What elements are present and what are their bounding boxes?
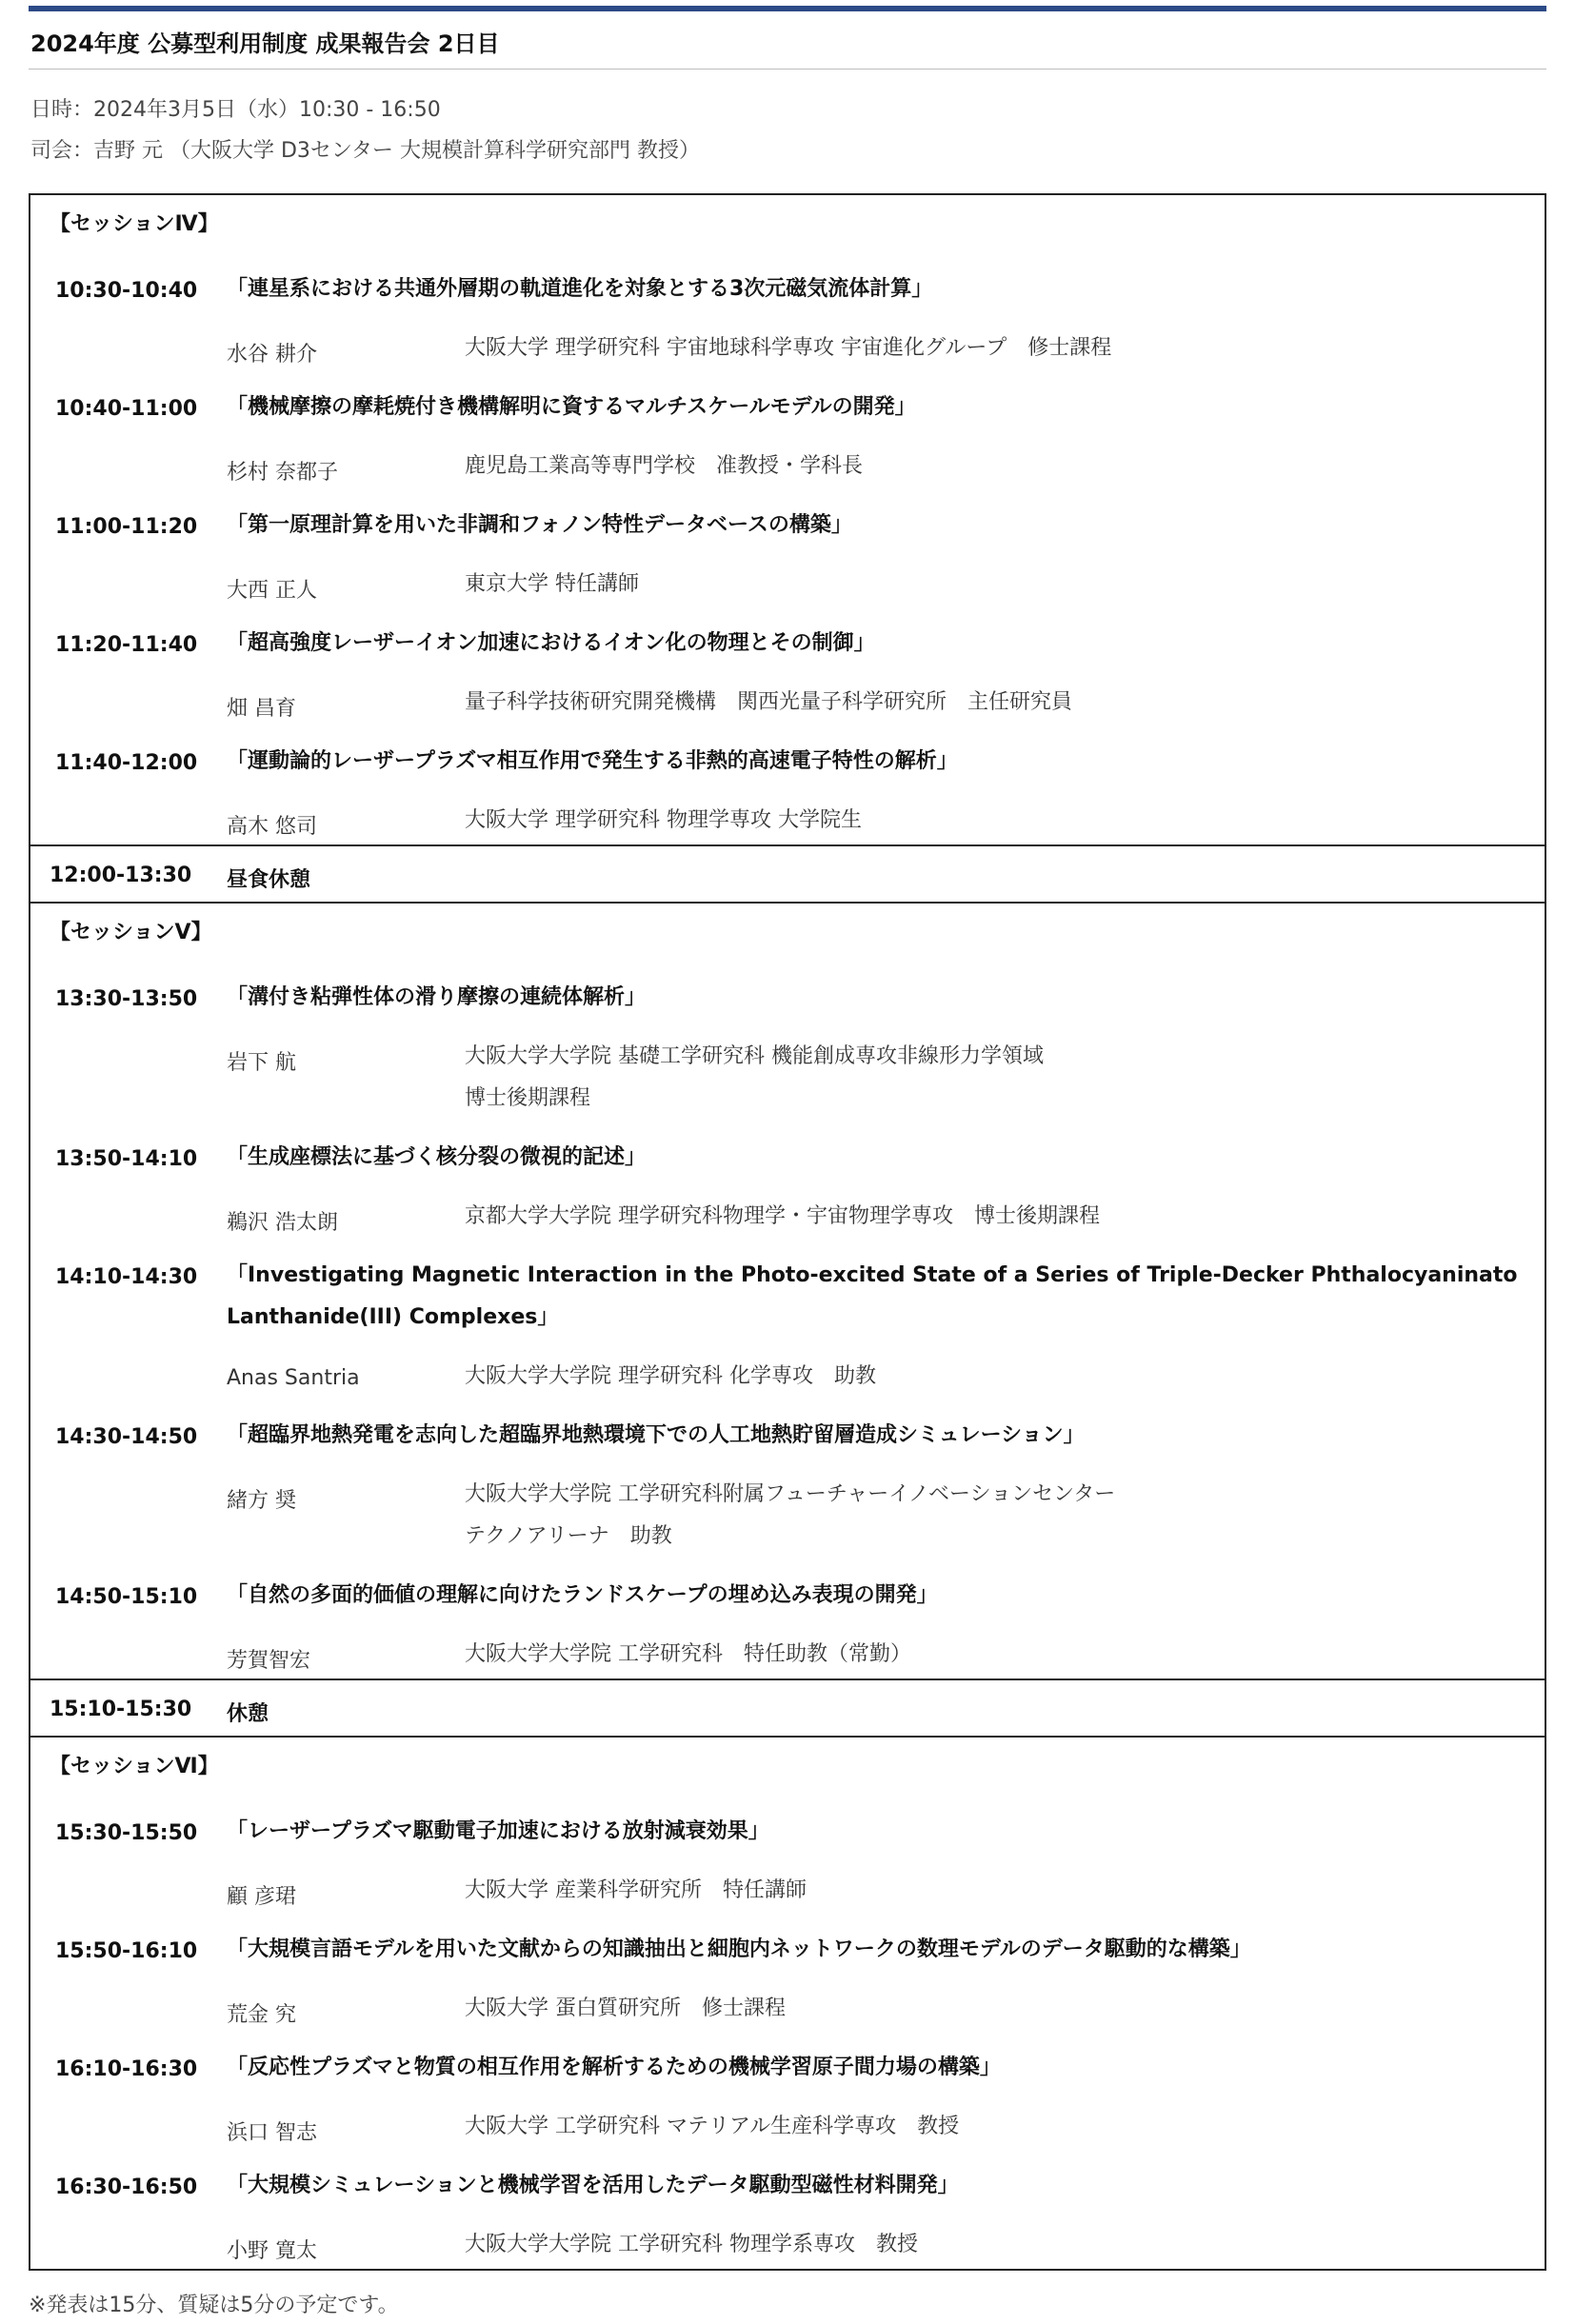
- speaker-name: 芳賀智宏: [227, 1649, 311, 1673]
- talk-time: 15:30-15:50: [55, 1821, 198, 1845]
- talk-time: 14:30-14:50: [55, 1425, 198, 1449]
- talk-row: [30, 1915, 1545, 2033]
- talk-row: [30, 490, 1545, 608]
- session-6-heading: 【セッションⅥ】: [50, 1755, 219, 1778]
- speaker-affiliation: 大阪大学 工学研究科 マテリアル生産科学専攻 教授: [465, 2115, 960, 2138]
- talk-time: 14:10-14:30: [55, 1265, 198, 1289]
- talk-row: [30, 372, 1545, 490]
- speaker-affiliation: 大阪大学大学院 工学研究科 物理学系専攻 教授: [465, 2233, 918, 2256]
- talk-row: [30, 254, 1545, 372]
- speaker-affiliation: 量子科学技術研究開発機構 関西光量子科学研究所 主任研究員: [465, 690, 1073, 714]
- speaker-name: 高木 悠司: [227, 815, 317, 839]
- schedule-table: [29, 193, 1546, 2271]
- talk-title: 「レーザープラズマ駆動電子加速における放射減衰効果」: [227, 1819, 769, 1843]
- session-5-heading: 【セッションⅤ】: [50, 921, 212, 944]
- talk-row: [30, 2151, 1545, 2269]
- speaker-name: 荒金 究: [227, 2003, 296, 2027]
- session-4-heading: 【セッションⅣ】: [50, 212, 219, 236]
- talk-title: 「反応性プラズマと物質の相互作用を解析するための機械学習原子間力場の構築」: [227, 2056, 1001, 2079]
- lunch-break-row: [29, 844, 1546, 904]
- talk-title: 「機械摩擦の摩耗焼付き機構解明に資するマルチスケールモデルの開発」: [227, 395, 916, 419]
- talk-title: 「大規模シミュレーションと機械学習を活用したデータ駆動型磁性材料開発」: [227, 2174, 959, 2197]
- footnote: ※発表は15分、質疑は5分の予定です。: [29, 2294, 399, 2317]
- speaker-name: 畑 昌育: [227, 697, 296, 721]
- talk-title: 「生成座標法に基づく核分裂の微視的記述」: [227, 1145, 647, 1169]
- talk-time: 11:00-11:20: [55, 515, 198, 539]
- talk-title: 「超臨界地熱発電を志向した超臨界地熱環境下での人工地熱貯留層造成シミュレーション」: [227, 1423, 1085, 1447]
- talk-row: [30, 608, 1545, 726]
- speaker-name: 顧 彦珺: [227, 1885, 296, 1909]
- talk-row: [30, 2033, 1545, 2151]
- break-label: 昼食休憩: [227, 868, 311, 892]
- talk-title: 「運動論的レーザープラズマ相互作用で発生する非熱的高速電子特性の解析」: [227, 749, 958, 773]
- talk-time: 13:30-13:50: [55, 987, 198, 1011]
- event-moderator: 司会：吉野 元 （大阪大学 D3センター 大規模計算科学研究部門 教授）: [30, 139, 701, 163]
- speaker-affiliation-line: 大阪大学大学院 基礎工学研究科 機能創成専攻非線形力学領域: [465, 1044, 1044, 1068]
- speaker-affiliation: 京都大学大学院 理学研究科物理学・宇宙物理学専攻 博士後期課程: [465, 1204, 1100, 1228]
- talk-time: 11:20-11:40: [55, 633, 198, 657]
- speaker-affiliation: [465, 1474, 1115, 1558]
- speaker-affiliation-line: 大阪大学大学院 工学研究科附属フューチャーイノベーションセンター: [465, 1482, 1116, 1506]
- speaker-affiliation: 大阪大学大学院 工学研究科 特任助教（常勤）: [465, 1642, 911, 1666]
- speaker-name: 大西 正人: [227, 579, 317, 603]
- talk-time: 10:40-11:00: [55, 397, 198, 421]
- talk-title-line: 「Investigating Magnetic Interaction in the Photo-excited State of a Series of Triple-Decker Phthalocyaninato: [227, 1263, 1518, 1287]
- talk-title: [227, 1255, 1531, 1339]
- page-title: 2024年度 公募型利用制度 成果報告会 2日目: [30, 30, 500, 57]
- title-divider: [29, 69, 1546, 70]
- talk-row: [30, 1560, 1545, 1678]
- top-accent-bar: [29, 6, 1546, 11]
- break-time: 15:10-15:30: [50, 1698, 192, 1721]
- talk-title: 「大規模言語モデルを用いた文献からの知識抽出と細胞内ネットワークの数理モデルのデータ駆動的な構築」: [227, 1937, 1251, 1961]
- break-time: 12:00-13:30: [50, 864, 192, 887]
- speaker-name: 小野 寛太: [227, 2239, 317, 2263]
- session-5: [29, 902, 1546, 1680]
- speaker-name: Anas Santria: [227, 1366, 360, 1390]
- speaker-affiliation: 大阪大学大学院 理学研究科 化学専攻 助教: [465, 1364, 876, 1388]
- speaker-name: 鵜沢 浩太朗: [227, 1211, 338, 1235]
- speaker-affiliation: 大阪大学 理学研究科 物理学専攻 大学院生: [465, 808, 862, 832]
- event-datetime: 日時：2024年3月5日（水）10:30 - 16:50: [30, 98, 441, 122]
- talk-time: 11:40-12:00: [55, 751, 198, 775]
- talk-row: [30, 963, 1545, 1122]
- rest-break-row: [29, 1678, 1546, 1738]
- talk-title-line: Lanthanide(III) Complexes」: [227, 1305, 559, 1329]
- speaker-name: 緒方 奨: [227, 1489, 296, 1513]
- speaker-affiliation: 東京大学 特任講師: [465, 572, 639, 596]
- talk-time: 10:30-10:40: [55, 279, 198, 303]
- speaker-affiliation: 鹿児島工業高等専門学校 准教授・学科長: [465, 454, 864, 478]
- talk-title: 「自然の多面的価値の理解に向けたランドスケープの埋め込み表現の開発」: [227, 1583, 938, 1607]
- talk-title: 「第一原理計算を用いた非調和フォノン特性データベースの構築」: [227, 513, 852, 537]
- speaker-affiliation: 大阪大学 蛋白質研究所 修士課程: [465, 1996, 786, 2020]
- break-label: 休憩: [227, 1702, 269, 1726]
- talk-title: 「連星系における共通外層期の軌道進化を対象とする3次元磁気流体計算」: [227, 277, 933, 301]
- session-4: [29, 193, 1546, 846]
- talk-time: 16:10-16:30: [55, 2057, 198, 2081]
- talk-time: 14:50-15:10: [55, 1585, 198, 1609]
- talk-time: 16:30-16:50: [55, 2175, 198, 2199]
- talk-row: [30, 1400, 1545, 1560]
- talk-row: [30, 1122, 1545, 1241]
- speaker-name: 杉村 奈都子: [227, 461, 338, 485]
- speaker-name: 水谷 耕介: [227, 343, 317, 367]
- speaker-affiliation: 大阪大学 理学研究科 宇宙地球科学専攻 宇宙進化グループ 修士課程: [465, 336, 1112, 360]
- speaker-affiliation-line: テクノアリーナ 助教: [465, 1524, 672, 1548]
- speaker-name: 浜口 智志: [227, 2121, 317, 2145]
- session-6: [29, 1736, 1546, 2271]
- speaker-affiliation: 大阪大学 産業科学研究所 特任講師: [465, 1878, 807, 1902]
- speaker-name: 岩下 航: [227, 1051, 296, 1075]
- talk-time: 15:50-16:10: [55, 1939, 198, 1963]
- talk-time: 13:50-14:10: [55, 1147, 198, 1171]
- talk-row: [30, 1241, 1545, 1400]
- talk-row: [30, 726, 1545, 844]
- talk-row: [30, 1797, 1545, 1915]
- speaker-affiliation: [465, 1036, 1044, 1120]
- speaker-affiliation-line: 博士後期課程: [465, 1086, 591, 1110]
- talk-title: 「溝付き粘弾性体の滑り摩擦の連続体解析」: [227, 985, 647, 1009]
- talk-title: 「超高強度レーザーイオン加速におけるイオン化の物理とその制御」: [227, 631, 875, 655]
